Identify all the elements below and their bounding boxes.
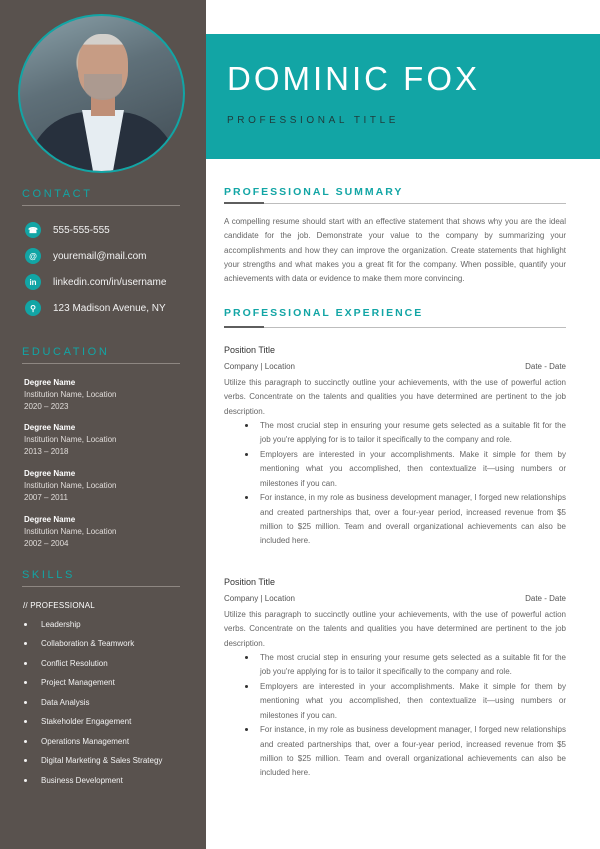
email-icon: @ [25, 248, 41, 264]
skill-label: Business Development [41, 776, 123, 785]
position-summary: Utilize this paragraph to succinctly outline your achievements, with the use of powerful action verbs. Concentrate on the talents and qualities you have determined are pertinent to the job description. [224, 378, 566, 416]
skills-heading: SKILLS [22, 569, 75, 581]
skill-label: Conflict Resolution [41, 659, 108, 668]
achievement-item: Employers are interested in your accomplishments. Make it simple for them by mentioning what you accomplished, then contextualize it—using numbers or milestones if you can. [243, 448, 566, 491]
institution-name: Institution Name, Location [24, 527, 117, 536]
achievement-item: Employers are interested in your accomplishments. Make it simple for them by mentioning what you accomplished, then contextualize it—using numbers or milestones if you can. [243, 680, 566, 723]
skill-item [24, 756, 162, 765]
company-location: Company | Location [224, 594, 296, 603]
position-dates: Date - Date [525, 362, 566, 371]
position-title: Position Title [224, 577, 276, 587]
education-entry [24, 377, 194, 412]
photo-beard [84, 74, 122, 100]
contact-email-text: youremail@mail.com [53, 250, 147, 262]
education-years: 2002 – 2004 [24, 538, 69, 548]
sidebar [0, 0, 206, 849]
contact-linkedin[interactable] [25, 274, 166, 290]
achievement-item: The most crucial step in ensuring your resume gets selected as a suitable fit for the job you're applying for is to tailor it specifically to the company and role. [243, 651, 566, 680]
location-icon: ⚲ [25, 300, 41, 316]
contact-address [25, 300, 166, 316]
skill-label: Operations Management [41, 737, 130, 746]
achievement-list [243, 651, 566, 781]
profile-photo [18, 14, 185, 173]
achievement-item: For instance, in my role as business development manager, I forged new relationships and created partnerships that, over a four-year period, increased revenue from $5 million to $25 million. Team and overall organizational achievements can also be included here. [243, 491, 566, 548]
skill-label: Data Analysis [41, 698, 90, 707]
summary-text: A compelling resume should start with an effective statement that shows why you are the ideal candidate for the job. Demonstrate your value to the company by summarizing your accomplishments and how they can improve the organization. Create statements that highlight your strengths and what makes you a great fit for the company. When possible, quantify your achievements with data or evidence to make them more convincing. [224, 217, 566, 284]
degree-name: Degree Name [24, 469, 76, 478]
position-title: Position Title [224, 345, 276, 355]
degree-name: Degree Name [24, 378, 76, 387]
institution-name: Institution Name, Location [24, 435, 117, 444]
education-years: 2013 – 2018 [24, 446, 69, 456]
degree-name: Degree Name [24, 515, 76, 524]
education-years: 2007 – 2011 [24, 492, 68, 502]
bullet-icon [24, 662, 27, 665]
experience-divider [224, 327, 566, 328]
bullet-icon [24, 740, 27, 743]
bullet-icon [24, 623, 27, 626]
professional-title: PROFESSIONAL TITLE [227, 115, 400, 126]
achievement-list [243, 419, 566, 549]
experience-heading: PROFESSIONAL EXPERIENCE [224, 307, 424, 319]
position-meta [224, 594, 566, 603]
education-years: 2020 – 2023 [24, 401, 69, 411]
contact-address-text: 123 Madison Avenue, NY [53, 302, 166, 314]
skill-label: Digital Marketing & Sales Strategy [41, 756, 163, 765]
candidate-name: DOMINIC FOX [227, 60, 480, 97]
contact-phone[interactable] [25, 222, 110, 238]
education-heading: EDUCATION [22, 346, 110, 358]
divider-accent [224, 202, 264, 204]
skill-item [24, 678, 115, 687]
achievement-item: The most crucial step in ensuring your resume gets selected as a suitable fit for the job you're applying for is to tailor it specifically to the company and role. [243, 419, 566, 448]
phone-icon: ☎ [25, 222, 41, 238]
skill-item [24, 717, 131, 726]
skill-item [24, 620, 81, 629]
linkedin-icon: in [25, 274, 41, 290]
education-divider [22, 363, 180, 364]
achievement-item: For instance, in my role as business development manager, I forged new relationships and created partnerships that, over a four-year period, increased revenue from $5 million to $25 million. Team and overall organizational achievements can also be included here. [243, 723, 566, 780]
divider-accent [224, 326, 264, 328]
education-entry [24, 514, 194, 549]
bullet-icon [24, 779, 27, 782]
contact-heading: CONTACT [22, 188, 93, 200]
summary-heading: PROFESSIONAL SUMMARY [224, 186, 404, 198]
position-summary: Utilize this paragraph to succinctly outline your achievements, with the use of powerful action verbs. Concentrate on the talents and qualities you have determined are pertinent to the job description. [224, 610, 566, 648]
contact-divider [22, 205, 180, 206]
education-entry [24, 422, 194, 457]
bullet-icon [24, 701, 27, 704]
skill-item [24, 737, 129, 746]
degree-name: Degree Name [24, 423, 76, 432]
skills-divider [22, 586, 180, 587]
skill-item [24, 776, 123, 785]
bullet-icon [24, 681, 27, 684]
skill-item [24, 698, 89, 707]
skill-label: Leadership [41, 620, 81, 629]
position-dates: Date - Date [525, 594, 566, 603]
skills-category: // PROFESSIONAL [23, 601, 95, 610]
summary-divider [224, 203, 566, 204]
position-meta [224, 362, 566, 371]
skill-label: Project Management [41, 678, 115, 687]
skill-label: Collaboration & Teamwork [41, 639, 135, 648]
contact-email[interactable] [25, 248, 147, 264]
company-location: Company | Location [224, 362, 296, 371]
education-entry [24, 468, 194, 503]
institution-name: Institution Name, Location [24, 390, 117, 399]
bullet-icon [24, 759, 27, 762]
contact-linkedin-text: linkedin.com/in/username [53, 276, 167, 288]
bullet-icon [24, 720, 27, 723]
institution-name: Institution Name, Location [24, 481, 117, 490]
skill-label: Stakeholder Engagement [41, 717, 132, 726]
skill-item [24, 639, 134, 648]
bullet-icon [24, 642, 27, 645]
contact-phone-text: 555-555-555 [53, 224, 110, 236]
skill-item [24, 659, 108, 668]
